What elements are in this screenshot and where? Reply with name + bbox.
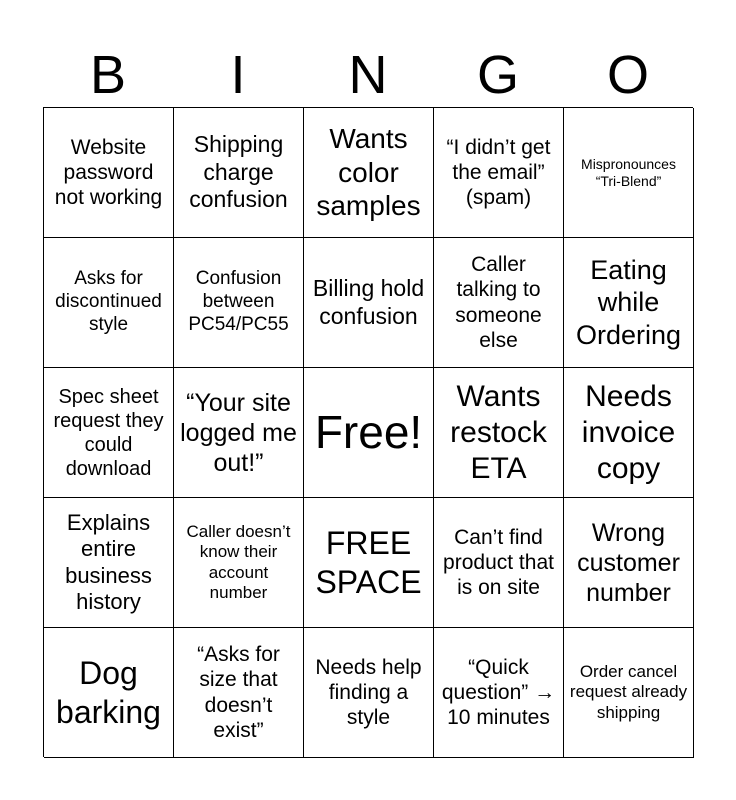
bingo-cell[interactable] xyxy=(304,108,434,238)
header-letter-n: N xyxy=(348,45,388,105)
cell-text: Spec sheet request they could download xyxy=(53,385,164,480)
bingo-cell[interactable] xyxy=(304,498,434,628)
bingo-cell[interactable] xyxy=(304,628,434,758)
header-letter-b: B xyxy=(89,45,127,105)
bingo-header xyxy=(43,46,693,104)
bingo-cell[interactable] xyxy=(434,628,564,758)
bingo-cell[interactable] xyxy=(44,498,174,628)
bingo-cell[interactable] xyxy=(174,498,304,628)
cell-text: Billing hold confusion xyxy=(312,274,425,329)
header-letter-g: G xyxy=(476,45,519,105)
bingo-cell[interactable] xyxy=(434,368,564,498)
bingo-cell[interactable] xyxy=(44,368,174,498)
cell-text: Needs help finding a style xyxy=(315,655,422,730)
bingo-cell[interactable] xyxy=(44,238,174,368)
cell-text: Eating while Ordering xyxy=(575,254,682,350)
cell-text: Order cancel request already shipping xyxy=(569,661,688,722)
bingo-cell[interactable] xyxy=(174,368,304,498)
bingo-cell[interactable] xyxy=(564,108,694,238)
bingo-cell[interactable] xyxy=(564,238,694,368)
cell-text: Explains entire business history xyxy=(65,509,152,614)
cell-text: Shipping charge confusion xyxy=(189,131,288,213)
cell-text: “Asks for size that doesn’t exist” xyxy=(197,643,280,742)
cell-text: Dog barking xyxy=(56,655,161,730)
cell-text: Caller doesn’t know their account number xyxy=(186,521,291,602)
cell-text: Wrong customer number xyxy=(577,518,680,607)
bingo-cell[interactable] xyxy=(304,238,434,368)
bingo-cell[interactable] xyxy=(434,238,564,368)
cell-text: Wants restock ETA xyxy=(450,379,547,485)
cell-text: Free! xyxy=(314,405,423,458)
header-letter-o: O xyxy=(606,45,649,105)
bingo-cell[interactable] xyxy=(434,498,564,628)
cell-text: Asks for discontinued style xyxy=(55,268,162,335)
bingo-cell[interactable] xyxy=(174,628,304,758)
bingo-cell[interactable] xyxy=(564,498,694,628)
bingo-cell[interactable] xyxy=(174,238,304,368)
bingo-cell[interactable] xyxy=(44,108,174,238)
free-space-cell[interactable] xyxy=(304,368,434,498)
cell-text: Confusion between PC54/PC55 xyxy=(188,268,289,335)
cell-text: FREE SPACE xyxy=(315,525,422,600)
bingo-cell[interactable] xyxy=(434,108,564,238)
cell-text: Can’t find product that is on site xyxy=(443,525,554,600)
cell-text: “Quick question” → 10 minutes xyxy=(441,655,556,730)
header-letter-i: I xyxy=(230,45,246,105)
bingo-cell[interactable] xyxy=(44,628,174,758)
cell-text: Mispronounces “Tri-Blend” xyxy=(581,155,676,189)
cell-text: Wants color samples xyxy=(316,123,421,222)
cell-text: “I didn’t get the email” (spam) xyxy=(446,135,551,210)
bingo-cell[interactable] xyxy=(564,368,694,498)
cell-text: Needs invoice copy xyxy=(581,379,676,485)
cell-text: Website password not working xyxy=(54,135,163,210)
cell-text: “Your site logged me out!” xyxy=(180,388,297,477)
bingo-cell[interactable] xyxy=(564,628,694,758)
bingo-cell[interactable] xyxy=(174,108,304,238)
cell-text: Caller talking to someone else xyxy=(455,253,542,352)
bingo-board xyxy=(43,107,693,757)
